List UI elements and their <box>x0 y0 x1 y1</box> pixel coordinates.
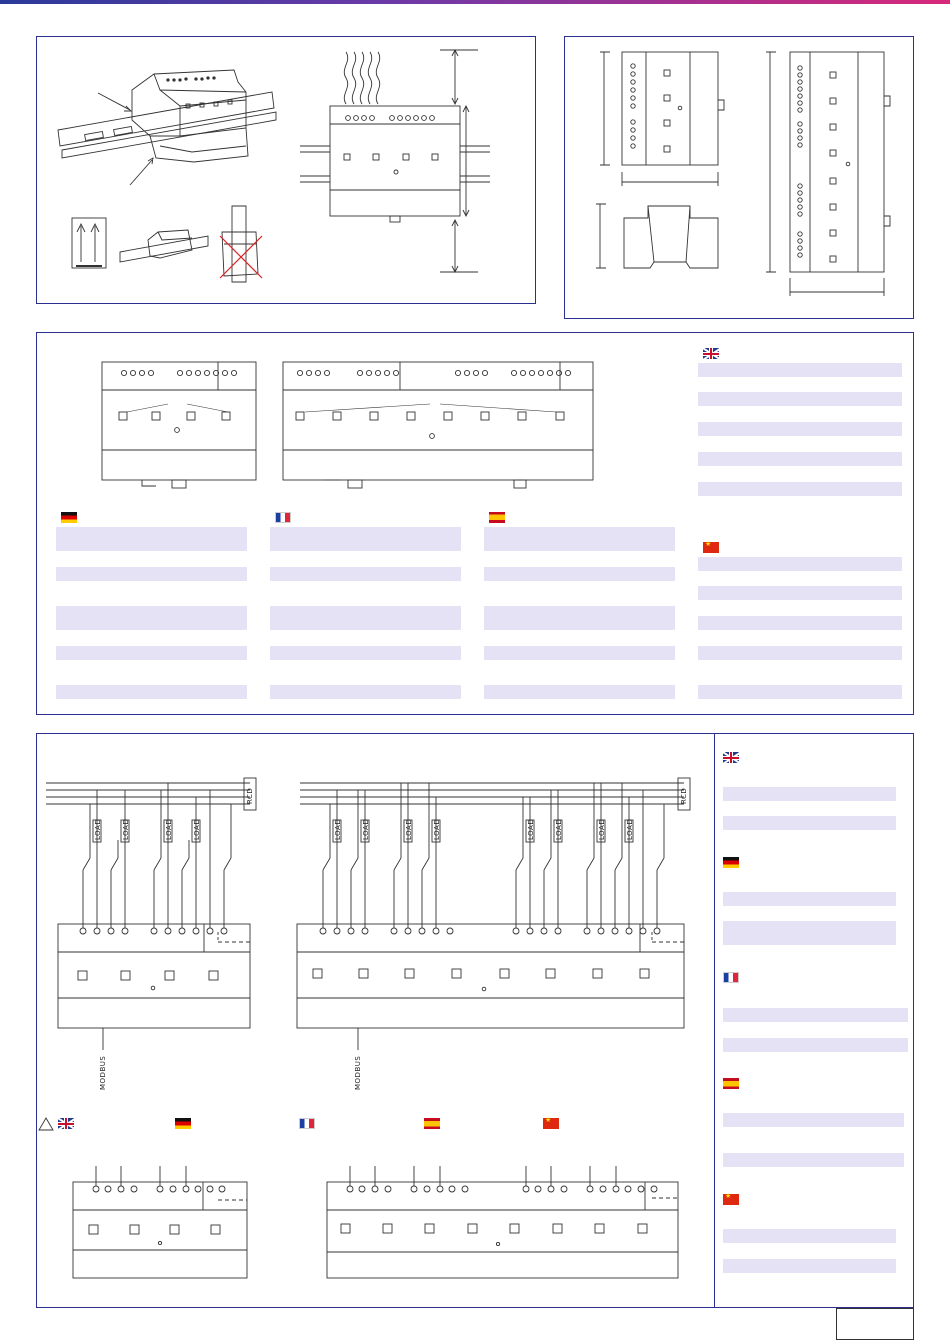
flag-fr-icon <box>723 972 739 983</box>
flag-uk-icon <box>703 348 719 359</box>
flag-es-icon <box>424 1118 440 1129</box>
load-label: LOAD <box>598 818 606 840</box>
modbus-label: MODBUS <box>354 1055 362 1090</box>
flag-de-icon <box>723 857 739 868</box>
load-label: LOAD <box>527 818 535 840</box>
flag-cn-icon <box>723 1194 739 1205</box>
flag-fr-icon <box>299 1118 315 1129</box>
page-number-box <box>836 1308 914 1340</box>
flag-cn-icon <box>543 1118 559 1129</box>
flag-es-icon <box>723 1078 739 1089</box>
load-label: LOAD <box>122 818 130 840</box>
rcd-label: RCD <box>246 787 254 804</box>
flag-uk-icon <box>58 1118 74 1129</box>
load-label: LOAD <box>94 818 102 840</box>
modbus-label: MODBUS <box>99 1055 107 1090</box>
load-label: LOAD <box>193 818 201 840</box>
flag-uk-icon <box>723 752 739 763</box>
load-label: LOAD <box>334 818 342 840</box>
load-label: LOAD <box>626 818 634 840</box>
load-label: LOAD <box>165 818 173 840</box>
load-label: LOAD <box>362 818 370 840</box>
flag-de-icon <box>175 1118 191 1129</box>
rcd-label: RCD <box>680 787 688 804</box>
load-label: LOAD <box>433 818 441 840</box>
load-label: LOAD <box>405 818 413 840</box>
load-label: LOAD <box>555 818 563 840</box>
